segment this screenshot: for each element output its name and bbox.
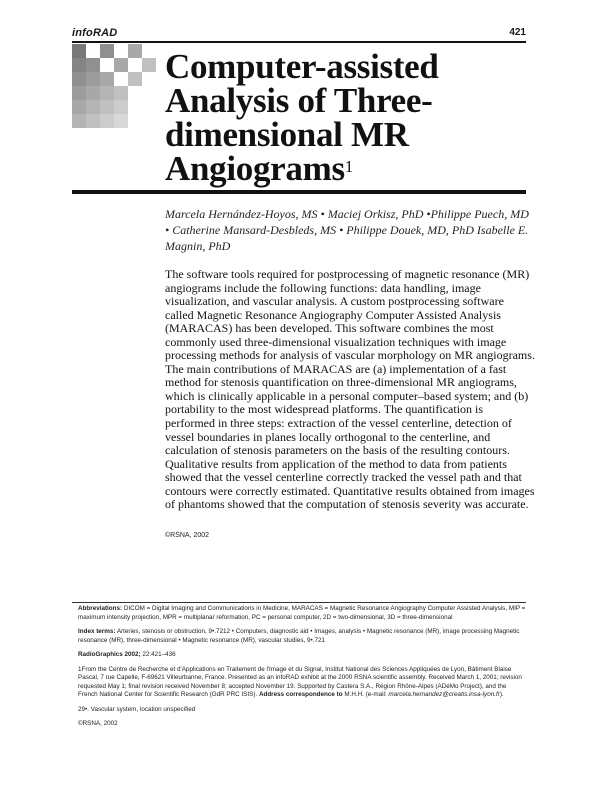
index-terms-note — [78, 628, 526, 645]
citation-text: 22:421–436 — [142, 651, 176, 658]
footer-copyright: ©RSNA, 2002 — [78, 720, 118, 727]
checker-tile — [72, 114, 86, 128]
page-number: 421 — [509, 27, 526, 38]
title-footnote-mark: 1 — [344, 157, 353, 176]
checker-tile — [128, 100, 142, 114]
abbreviations-label: Abbreviations: — [78, 605, 123, 612]
checker-tile — [86, 44, 100, 58]
checker-tile — [86, 86, 100, 100]
checker-tile — [142, 72, 156, 86]
checker-tile — [114, 72, 128, 86]
index-terms-label: Index terms: — [78, 628, 116, 635]
checker-tile — [142, 100, 156, 114]
checker-tile — [128, 44, 142, 58]
copyright: ©RSNA, 2002 — [165, 532, 210, 539]
checker-tile — [142, 44, 156, 58]
checker-tile — [86, 100, 100, 114]
correspondence-label: Address correspondence to — [258, 691, 343, 698]
header-rule — [72, 41, 526, 43]
checker-tile — [72, 44, 86, 58]
abbreviations-note — [78, 605, 526, 622]
checker-tile — [72, 58, 86, 72]
correspondence-email[interactable]: marcela.hernandez@creatis.insa-lyon.fr — [388, 691, 500, 698]
checker-tile — [142, 58, 156, 72]
checker-tile — [86, 58, 100, 72]
footer-notes — [78, 605, 526, 735]
checker-tile — [142, 114, 156, 128]
checker-tile — [86, 114, 100, 128]
checker-tile — [100, 58, 114, 72]
article-title — [165, 47, 535, 188]
footer-rule — [72, 602, 526, 603]
checker-tile — [114, 100, 128, 114]
affiliation-text: 1From the Centre de Recherche et d'Applications en Traitement de l'Image et du Signal, Institut National des Sciences Appliquées de Lyon, Bâtiment Blaise Pascal, 7 rue Capelle, F-69621 Villeurbanne, France. Presented as an infoRAD exhibit at the 2000 RSNA scientific assembly. Received March 1, 2001; revision requested May 1; final revision received November 8; accepted November 19. Supported by Castera S.A., Région Rhône-Alpes (ADéMo Project), and the French National Center for Scientific Research (GdR PRC ISIS). — [78, 665, 522, 698]
abbreviations-text: DICOM = Digital Imaging and Communications in Medicine, MARACAS = Magnetic Resonance Angiography Computer Assisted Analysis, MIP = maximum intensity projection, MPR = multiplanar reformation, PC = personal computer, 2D = two-dimensional, 3D = three-dimensional — [78, 605, 526, 621]
checker-tile — [100, 72, 114, 86]
authors: Marcela Hernández-Hoyos, MS • Maciej Orkisz, PhD •Philippe Puech, MD • Catherine Mansard-Desbleds, MS • Philippe Douek, MD, PhD Isabelle E. Magnin, PhD — [165, 207, 529, 253]
checker-tile — [128, 114, 142, 128]
correspondence-end: ). — [499, 691, 504, 698]
checker-tile — [128, 86, 142, 100]
abstract — [165, 268, 535, 512]
affiliation-note — [78, 666, 526, 700]
title-rule — [72, 190, 526, 194]
checker-tile — [72, 100, 86, 114]
header-label: infoRAD — [72, 27, 118, 39]
index-terms-text: Arteries, stenosis or obstruction, 9•.7212 • Computers, diagnostic aid • Images, analysis • Magnetic resonance (MR), image processing Magnetic resonance (MR), three-dimensional • Magnetic resonance (MR), vascular studies, 9•.721 — [78, 628, 520, 644]
checker-tile — [72, 72, 86, 86]
citation-note — [78, 651, 526, 660]
checker-tile — [86, 72, 100, 86]
checker-tile — [128, 72, 142, 86]
citation-label: RadioGraphics 2002; — [78, 651, 141, 658]
checker-tile — [100, 114, 114, 128]
checker-tile — [114, 114, 128, 128]
checker-decoration — [72, 44, 156, 128]
checker-tile — [114, 86, 128, 100]
checker-tile — [114, 44, 128, 58]
abstract-text: The software tools required for postprocessing of magnetic resonance (MR) angiograms include the following functions: data handling, image visualization, and vascular analysis. A custom postprocessing software called Magnetic Resonance Angiography Computer Assisted Analysis (MARACAS) has been developed. This software combines the most commonly used three-dimensional visualization techniques with image processing methods for analysis of vascular morphology on MR angiograms. The main contributions of MARACAS are (a) implementation of a fast method for stenosis quantification on three-dimensional MR angiograms, which is clinically applicable in a personal computer–based system; and (b) portability to the most widespread platforms. The quantification is performed in three steps: extraction of the vessel centerline, detection of vessel boundaries in planes locally orthogonal to the centerline, and calculation of stenosis parameters on the basis of the resulting contours. Qualitative results from application of the method to data from patients showed that the vessel centerline correctly tracked the vessel path and that contours were correctly estimated. Quantitative results obtained from images of phantoms showed that the computation of stenosis severity was accurate. — [165, 267, 535, 512]
checker-tile — [100, 44, 114, 58]
checker-tile — [142, 86, 156, 100]
title-text: Computer-assisted Analysis of Three-dimensional MR Angiograms — [165, 47, 439, 188]
checker-tile — [72, 86, 86, 100]
vascular-note: 29•. Vascular system, location unspecified — [78, 705, 196, 713]
checker-tile — [114, 58, 128, 72]
checker-tile — [100, 100, 114, 114]
checker-tile — [100, 86, 114, 100]
checker-tile — [128, 58, 142, 72]
correspondence-text: M.H.H. (e-mail: — [344, 691, 387, 698]
